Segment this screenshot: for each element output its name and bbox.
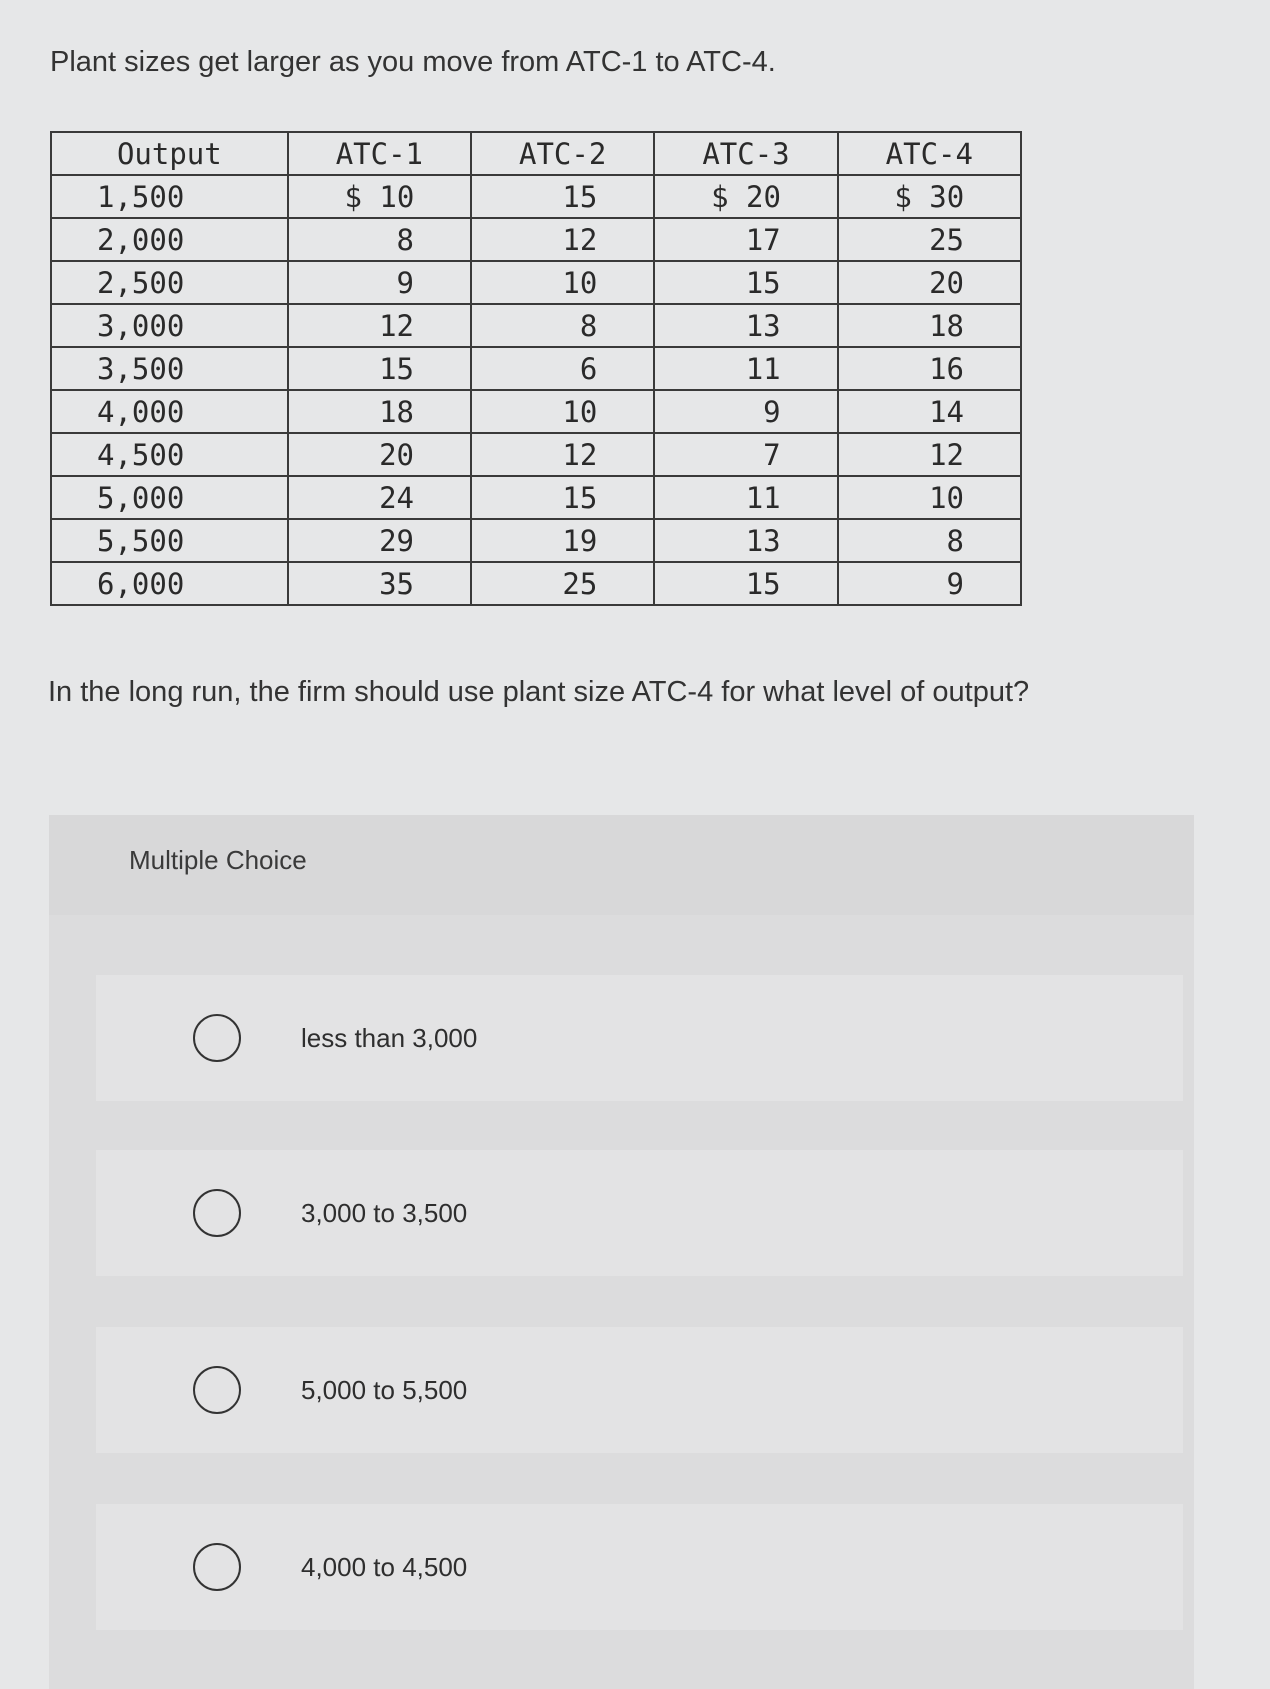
atc-4-cell: 14 [838, 390, 1021, 433]
atc-2-cell: 19 [471, 519, 654, 562]
atc-1-cell: 20 [288, 433, 471, 476]
atc-3-cell: $ 20 [654, 175, 837, 218]
option-4[interactable] [96, 1504, 1183, 1630]
atc-3-cell: 11 [654, 476, 837, 519]
atc-1-cell: 35 [288, 562, 471, 605]
atc-2-cell: 25 [471, 562, 654, 605]
atc-3-cell: 9 [654, 390, 837, 433]
table-header-row [51, 132, 1021, 175]
atc-1-cell: $ 10 [288, 175, 471, 218]
atc-3-cell: 11 [654, 347, 837, 390]
atc-4-cell: 12 [838, 433, 1021, 476]
atc-4-cell: 10 [838, 476, 1021, 519]
header-atc-2: ATC-2 [471, 132, 654, 175]
cost-table [50, 131, 1022, 606]
output-cell: 2,500 [51, 261, 288, 304]
atc-4-cell: 18 [838, 304, 1021, 347]
atc-3-cell: 17 [654, 218, 837, 261]
option-label: 4,000 to 4,500 [301, 1552, 468, 1582]
output-cell: 1,500 [51, 175, 288, 218]
header-atc-1: ATC-1 [288, 132, 471, 175]
header-atc-4: ATC-4 [838, 132, 1021, 175]
atc-1-cell: 9 [288, 261, 471, 304]
atc-4-cell: 16 [838, 347, 1021, 390]
atc-4-cell: 9 [838, 562, 1021, 605]
atc-3-cell: 15 [654, 261, 837, 304]
table-row [51, 261, 1021, 304]
atc-3-cell: 7 [654, 433, 837, 476]
output-cell: 4,500 [51, 433, 288, 476]
header-output: Output [51, 132, 288, 175]
question-text: In the long run, the firm should use plant size ATC-4 for what level of output? [48, 676, 1030, 708]
header-atc-3: ATC-3 [654, 132, 837, 175]
atc-2-cell: 15 [471, 476, 654, 519]
atc-3-cell: 15 [654, 562, 837, 605]
atc-2-cell: 10 [471, 390, 654, 433]
multiple-choice-panel [49, 815, 1194, 1689]
atc-2-cell: 8 [471, 304, 654, 347]
atc-1-cell: 15 [288, 347, 471, 390]
atc-2-cell: 6 [471, 347, 654, 390]
table-row [51, 390, 1021, 433]
table-row [51, 218, 1021, 261]
atc-2-cell: 12 [471, 218, 654, 261]
table-row [51, 433, 1021, 476]
table-row [51, 304, 1021, 347]
table-row [51, 175, 1021, 218]
atc-1-cell: 12 [288, 304, 471, 347]
atc-2-cell: 10 [471, 261, 654, 304]
atc-4-cell: 25 [838, 218, 1021, 261]
radio-button-icon[interactable] [193, 1014, 241, 1062]
table-row [51, 347, 1021, 390]
output-cell: 3,500 [51, 347, 288, 390]
table-row [51, 519, 1021, 562]
output-cell: 4,000 [51, 390, 288, 433]
multiple-choice-header [49, 815, 1194, 915]
atc-1-cell: 29 [288, 519, 471, 562]
atc-1-cell: 24 [288, 476, 471, 519]
radio-button-icon[interactable] [193, 1189, 241, 1237]
output-cell: 5,500 [51, 519, 288, 562]
output-cell: 5,000 [51, 476, 288, 519]
intro-text: Plant sizes get larger as you move from ATC-1 to ATC-4. [50, 46, 776, 78]
option-2[interactable] [96, 1150, 1183, 1276]
output-cell: 6,000 [51, 562, 288, 605]
option-label: 3,000 to 3,500 [301, 1198, 468, 1228]
output-cell: 3,000 [51, 304, 288, 347]
atc-4-cell: 20 [838, 261, 1021, 304]
option-1[interactable] [96, 975, 1183, 1101]
atc-2-cell: 15 [471, 175, 654, 218]
radio-button-icon[interactable] [193, 1543, 241, 1591]
table-row [51, 562, 1021, 605]
atc-1-cell: 18 [288, 390, 471, 433]
atc-3-cell: 13 [654, 304, 837, 347]
table-row [51, 476, 1021, 519]
output-cell: 2,000 [51, 218, 288, 261]
atc-2-cell: 12 [471, 433, 654, 476]
multiple-choice-label: Multiple Choice [129, 845, 307, 875]
atc-1-cell: 8 [288, 218, 471, 261]
option-3[interactable] [96, 1327, 1183, 1453]
atc-4-cell: $ 30 [838, 175, 1021, 218]
atc-3-cell: 13 [654, 519, 837, 562]
option-label: less than 3,000 [301, 1023, 478, 1053]
option-label: 5,000 to 5,500 [301, 1375, 468, 1405]
radio-button-icon[interactable] [193, 1366, 241, 1414]
atc-4-cell: 8 [838, 519, 1021, 562]
